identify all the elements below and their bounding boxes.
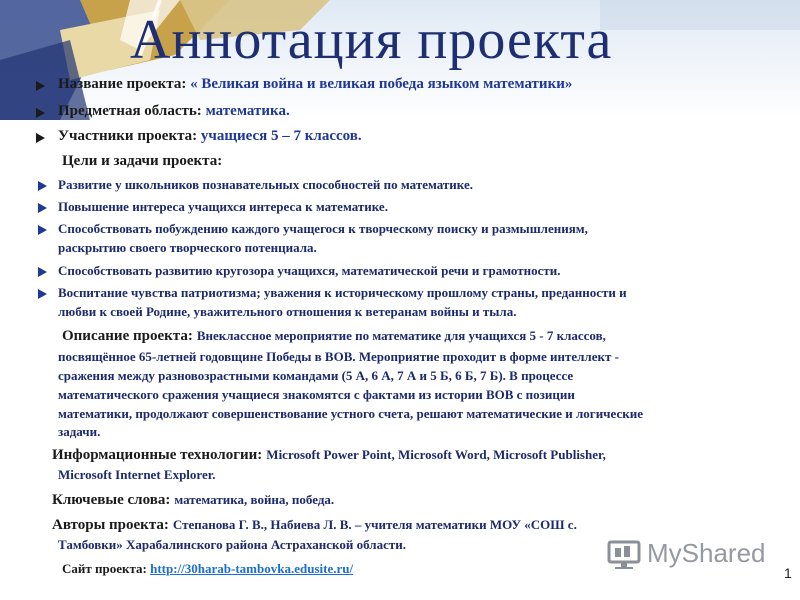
goal-text: Способствовать развитию кругозора учащихся, математической речи и грамотности. bbox=[58, 263, 561, 278]
participants-value: учащиеся 5 – 7 классов. bbox=[200, 128, 362, 144]
info-tech-line: Microsoft Internet Explorer. bbox=[58, 467, 216, 482]
keywords-label: Ключевые слова: bbox=[52, 492, 171, 508]
goal-text: Воспитание чувства патриотизма; уважения к историческому прошлому страны, преданности и bbox=[58, 285, 627, 300]
goal-text: любви к своей Родине, уважительного отношения к ветеранам войны и тыла. bbox=[58, 304, 517, 319]
info-tech-line: Microsoft Power Point, Microsoft Word, Microsoft Publisher, bbox=[266, 447, 606, 462]
description-line: задачи. bbox=[58, 424, 101, 439]
myshared-logo-text: MyShared bbox=[647, 538, 766, 568]
bullet-arrow-icon bbox=[38, 267, 47, 277]
page-number: 1 bbox=[784, 565, 792, 581]
description-line: посвящённое 65-летней годовщине Победы в ВОВ. Мероприятие проходит в форме интеллект - bbox=[58, 349, 619, 364]
bullet-arrow-icon bbox=[38, 203, 47, 213]
page-title: Аннотация проекта bbox=[130, 9, 613, 71]
project-name-label: Название проекта: bbox=[58, 76, 187, 92]
description-line: математики, продолжают совершенствование устного счета, решают математические и логические bbox=[58, 406, 643, 421]
authors-line: Степанова Г. В., Набиева Л. В. – учителя математики МОУ «СОШ с. bbox=[172, 517, 577, 532]
project-name-value: « Великая война и великая победа языком математики» bbox=[190, 76, 573, 92]
goal-text: Способствовать побуждению каждого учащегося к творческому поиску и размышлениям, bbox=[58, 221, 588, 236]
bullet-arrow-icon bbox=[36, 81, 45, 91]
subject-area-value: математика. bbox=[205, 103, 290, 119]
site-link[interactable]: http://30harab-tambovka.edusite.ru/ bbox=[150, 561, 354, 576]
keywords-value: математика, война, победа. bbox=[174, 492, 335, 507]
myshared-logo bbox=[607, 536, 767, 570]
authors-line: Тамбовки» Харабалинского района Астраханской области. bbox=[58, 537, 406, 552]
subject-area-label: Предметная область: bbox=[58, 103, 202, 119]
goal-text: Повышение интереса учащихся интереса к математике. bbox=[58, 199, 388, 214]
site-label: Сайт проекта: bbox=[62, 561, 147, 576]
authors-label: Авторы проекта: bbox=[52, 517, 169, 533]
bullet-arrow-icon bbox=[36, 108, 45, 118]
description-line: сражения между разновозрастными командами (5 А, 6 А, 7 А и 5 Б, 6 Б, 7 Б). В процессе bbox=[58, 368, 574, 383]
bullet-arrow-icon bbox=[38, 225, 47, 235]
description-line: математического сражения учащиеся знакомятся с фактами из истории ВОВ с позиции bbox=[58, 387, 575, 402]
goal-text: раскрытию своего творческого потенциала. bbox=[58, 240, 317, 255]
description-label: Описание проекта: bbox=[62, 328, 193, 344]
bullet-arrow-icon bbox=[38, 181, 47, 191]
goal-text: Развитие у школьников познавательных способностей по математике. bbox=[58, 177, 473, 192]
bullet-arrow-icon bbox=[38, 289, 47, 299]
info-tech-label: Информационные технологии: bbox=[52, 447, 263, 463]
bullet-arrow-icon bbox=[36, 133, 45, 143]
participants-label: Участники проекта: bbox=[58, 128, 198, 144]
description-line: Внеклассное мероприятие по математике для учащихся 5 - 7 классов, bbox=[196, 328, 606, 343]
myshared-logo-icon bbox=[607, 536, 647, 570]
goals-heading: Цели и задачи проекта: bbox=[62, 153, 223, 169]
